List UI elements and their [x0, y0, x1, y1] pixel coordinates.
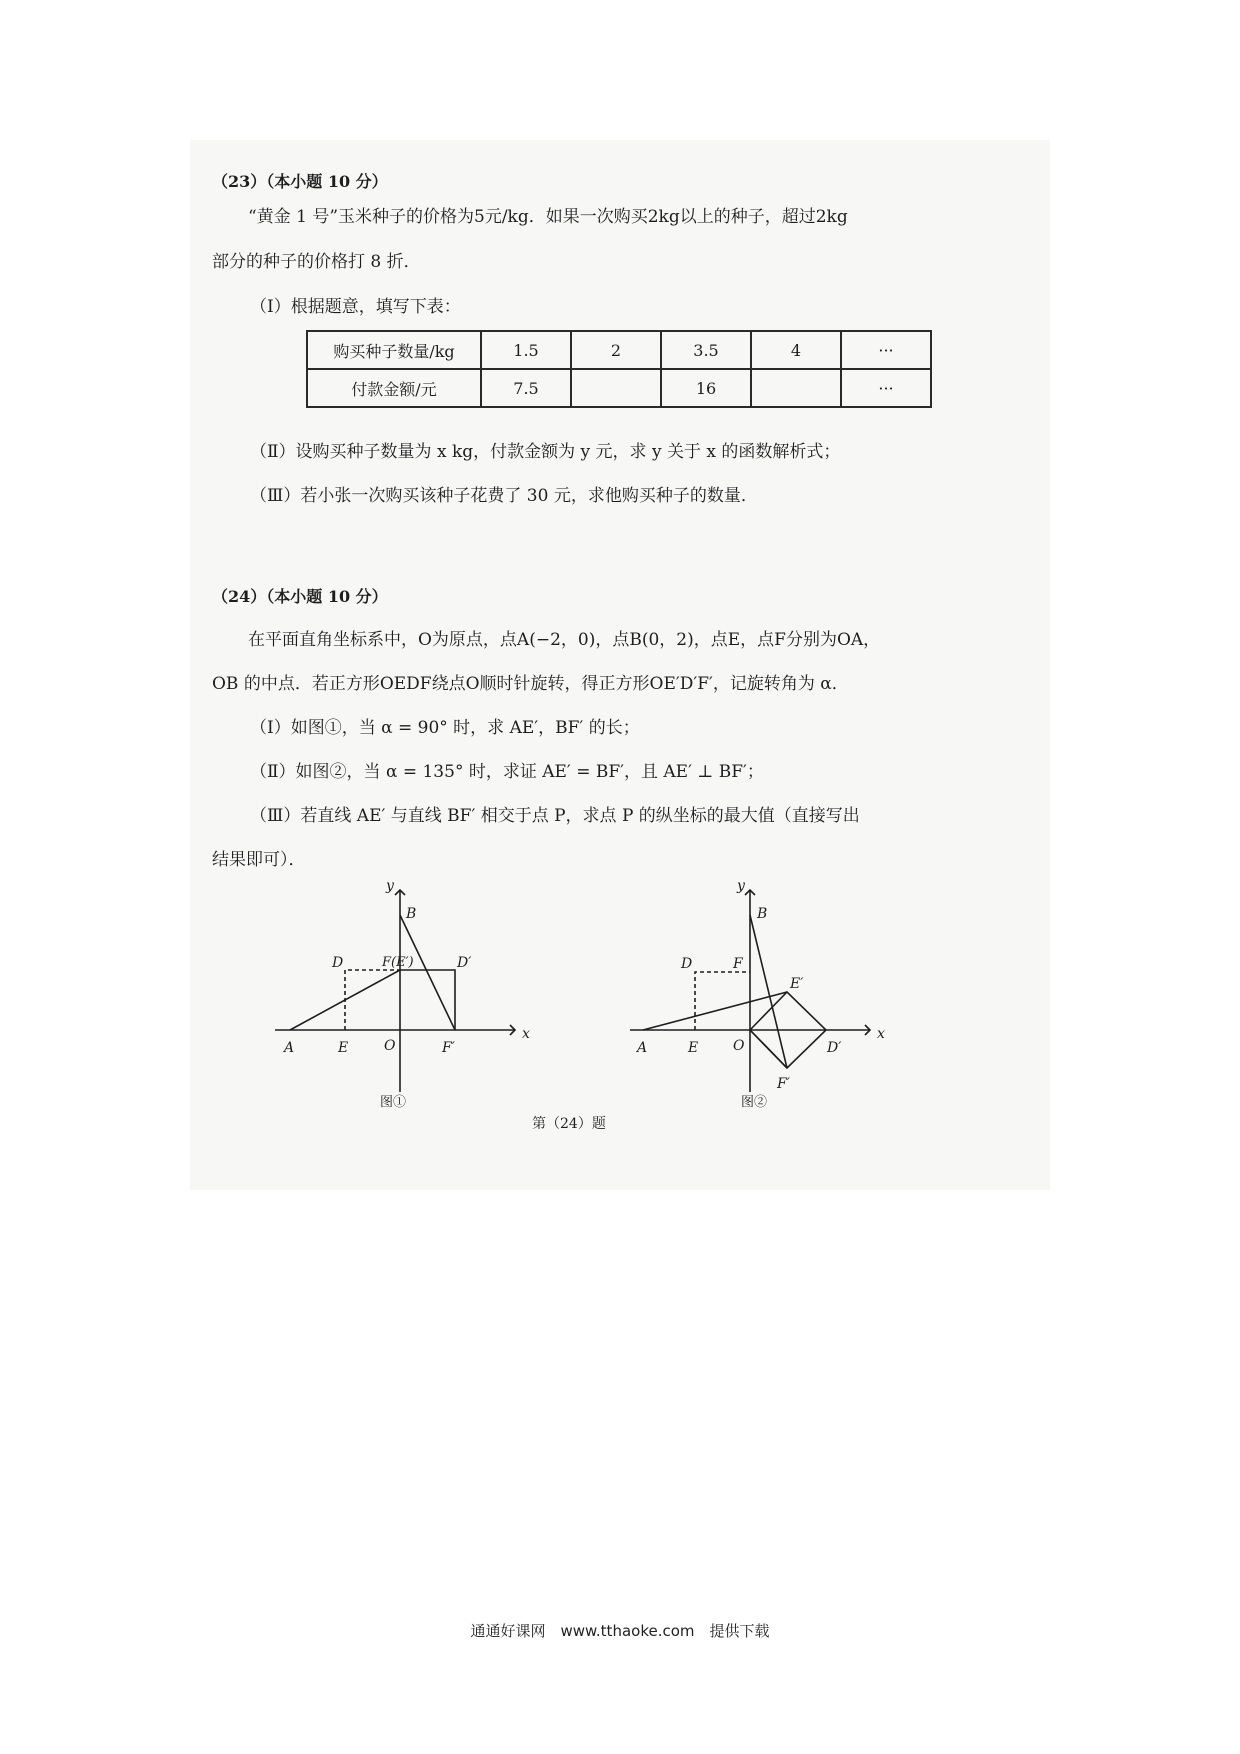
table-cell: 购买种子数量/kg — [307, 331, 481, 369]
square-oedf — [695, 972, 750, 1030]
table-cell — [751, 369, 841, 407]
label-e': E′ — [790, 976, 804, 992]
figure-2 — [625, 870, 895, 1110]
table-cell: 2 — [571, 331, 661, 369]
q24-part1: （Ⅰ）如图①，当 α = 90° 时，求 AE′，BF′ 的长； — [250, 718, 640, 738]
label-o: O — [384, 1038, 396, 1054]
label-y: y — [386, 878, 394, 894]
figure-1-caption: 图① — [380, 1095, 407, 1110]
label-d: D — [681, 956, 693, 972]
table-row — [307, 369, 931, 407]
q23-header: （23）（本小题 10 分） — [212, 172, 388, 191]
label-f: F — [733, 956, 743, 972]
table-row — [307, 331, 931, 369]
q24-stem-line1: 在平面直角坐标系中，O为原点，点A(−2，0)，点B(0，2)，点E，点F分别为OA， — [248, 630, 881, 650]
label-e: E — [688, 1040, 699, 1056]
label-f': F′ — [777, 1076, 790, 1092]
q24-part3-line2: 结果即可）． — [212, 850, 306, 870]
label-d: D — [332, 955, 344, 971]
segment-bf' — [750, 915, 787, 1068]
label-b: B — [406, 906, 417, 922]
q23-stem-line2: 部分的种子的价格打 8 折． — [212, 252, 421, 272]
q23-part2: （Ⅱ）设购买种子数量为 x kg，付款金额为 y 元，求 y 关于 x 的函数解析式； — [250, 442, 841, 462]
square-oe'd'f' — [400, 970, 455, 1030]
q23-stem-line1: “黄金 1 号”玉米种子的价格为5元/kg．如果一次购买2kg以上的种子，超过2kg — [248, 207, 848, 227]
table-cell: 付款金额/元 — [307, 369, 481, 407]
label-d': D′ — [457, 955, 472, 971]
q23-part1: （Ⅰ）根据题意，填写下表： — [250, 297, 461, 317]
label-o: O — [733, 1038, 745, 1054]
table-cell: ··· — [841, 331, 931, 369]
q24-header: （24）（本小题 10 分） — [212, 587, 388, 606]
q24-part3-line1: （Ⅲ）若直线 AE′ 与直线 BF′ 相交于点 P，求点 P 的纵坐标的最大值（直接写出 — [250, 806, 860, 826]
figure-caption: 第（24）题 — [532, 1116, 606, 1132]
table-cell — [571, 369, 661, 407]
q23-part3: （Ⅲ）若小张一次购买该种子花费了 30 元，求他购买种子的数量． — [250, 486, 758, 506]
q24-stem-line2: OB 的中点．若正方形OEDF绕点O顺时针旋转，得正方形OE′D′F′，记旋转角为 α． — [212, 674, 849, 694]
label-a: A — [637, 1040, 648, 1056]
label-x: x — [877, 1026, 885, 1042]
table-cell: 3.5 — [661, 331, 751, 369]
table-cell: 16 — [661, 369, 751, 407]
table-cell: 7.5 — [481, 369, 571, 407]
label-e: E — [338, 1040, 349, 1056]
segment-bf' — [400, 915, 455, 1030]
q23-table — [306, 330, 932, 408]
table-cell: ··· — [841, 369, 931, 407]
label-f': F′ — [442, 1040, 455, 1056]
segment-ae' — [643, 992, 787, 1030]
figure-2-caption: 图② — [741, 1095, 768, 1110]
label-b: B — [757, 906, 768, 922]
label-a: A — [284, 1040, 295, 1056]
figure-1 — [270, 870, 540, 1110]
label-y: y — [737, 878, 745, 894]
square-oedf — [345, 970, 400, 1030]
label-f-e': F(E′) — [382, 955, 414, 970]
table-cell: 1.5 — [481, 331, 571, 369]
q24-part2: （Ⅱ）如图②，当 α = 135° 时，求证 AE′ = BF′，且 AE′ ⊥ BF′； — [250, 762, 764, 782]
footer-text: 通通好课网 www.tthaoke.com 提供下载 — [470, 1622, 770, 1640]
label-x: x — [522, 1026, 530, 1042]
segment-of' — [750, 1030, 787, 1068]
table-cell: 4 — [751, 331, 841, 369]
label-d': D′ — [827, 1040, 842, 1056]
